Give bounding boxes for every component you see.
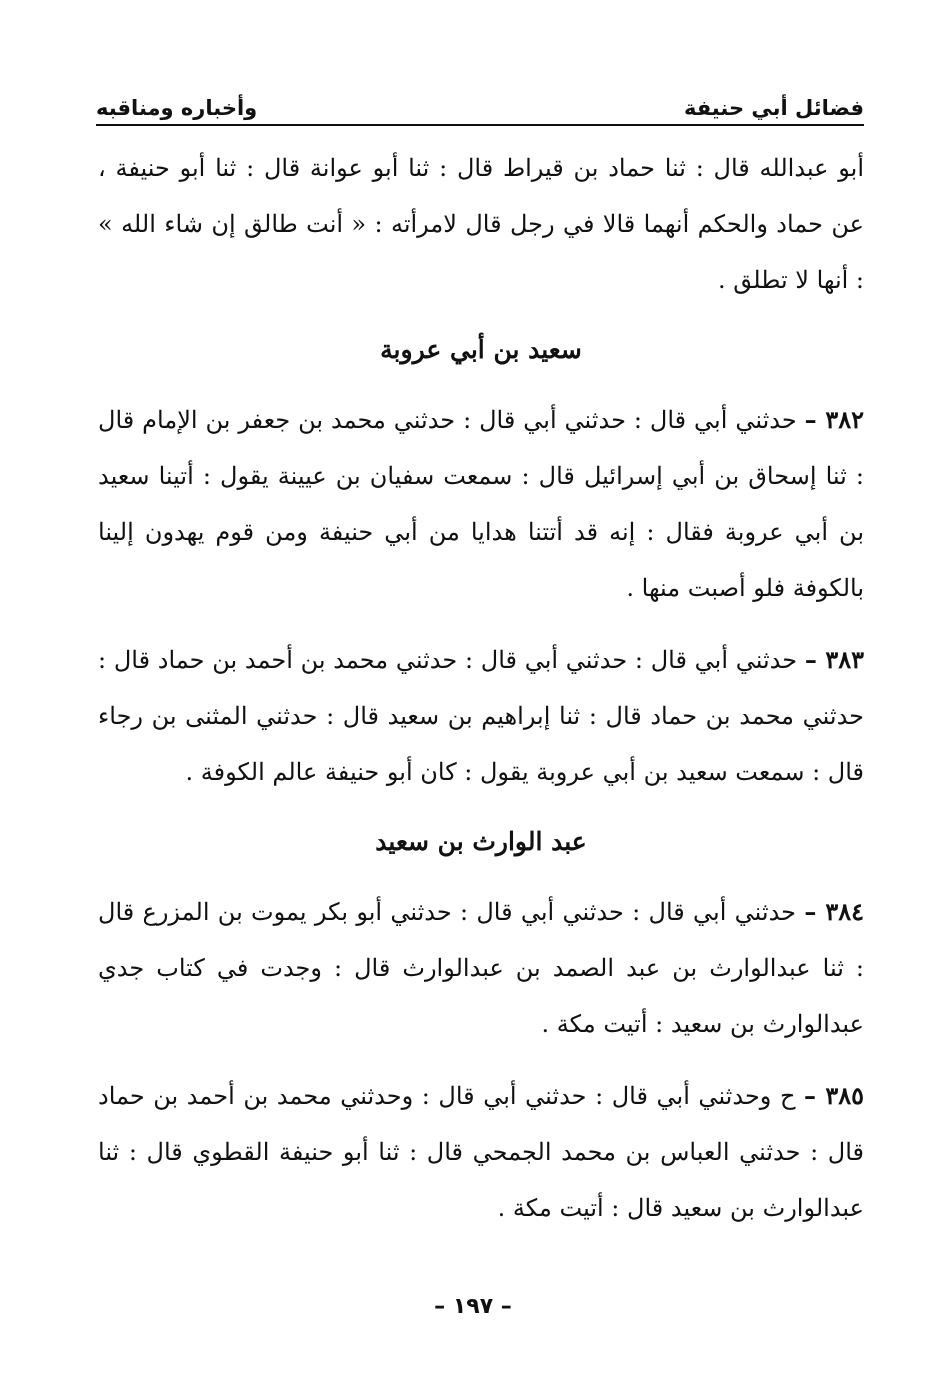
hadith-number: ٣٨٣ – — [804, 645, 864, 674]
paragraph-385 — [98, 1068, 864, 1236]
paragraph-text: حدثني أبي قال : حدثني أبي قال : حدثني محمد بن أحمد بن حماد قال : حدثني محمد بن حماد قال : ثنا إبراهيم بن سعيد قال : حدثني المثنى بن رجاء قال : سمعت سعيد بن أبي عروبة يقول : كان أبو حنيفة عالم الكوفة . — [98, 646, 864, 786]
paragraph-text: ح وحدثني أبي قال : حدثني أبي قال : وحدثني محمد بن أحمد بن حماد قال : حدثني العباس بن محمد الجمحي قال : ثنا أبو حنيفة القطوي قال : ثنا عبدالوارث بن سعيد قال : أتيت مكة . — [98, 1082, 864, 1222]
header-rule — [96, 124, 864, 126]
paragraph-text: أبو عبدالله قال : ثنا حماد بن قيراط قال : ثنا أبو عوانة قال : ثنا أبو حنيفة ، عن حماد والحكم أنهما قالا في رجل قال لامرأته : « أنت طالق إن شاء الله » : أنها لا تطلق . — [98, 154, 864, 294]
section-heading: سعيد بن أبي عروبة — [380, 335, 582, 364]
running-header-book-title: فضائل أبي حنيفة — [683, 96, 864, 120]
section-heading: عبد الوارث بن سعيد — [375, 827, 587, 856]
paragraph-continued — [98, 140, 864, 308]
hadith-number: ٣٨٥ – — [804, 1081, 864, 1110]
paragraph-text: حدثني أبي قال : حدثني أبي قال : حدثني أبو بكر يموت بن المزرع قال : ثنا عبدالوارث بن عبد الصمد بن عبدالوارث قال : وجدت في كتاب جدي عبدالوارث بن سعيد : أتيت مكة . — [98, 898, 865, 1038]
running-header-subtitle: وأخباره ومناقبه — [96, 96, 258, 120]
paragraph-383 — [98, 632, 864, 800]
paragraph-382 — [98, 392, 864, 616]
page-body — [98, 140, 864, 1236]
paragraph-text: حدثني أبي قال : حدثني أبي قال : حدثني محمد بن جعفر بن الإمام قال : ثنا إسحاق بن أبي إسرائيل قال : سمعت سفيان بن عيينة يقول : أتينا سعيد بن أبي عروبة فقال : إنه قد أتتنا هدايا من أبي حنيفة ومن قوم يهدون إلينا بالكوفة فلو أصبت منها . — [98, 406, 864, 602]
paragraph-384 — [98, 884, 864, 1052]
hadith-number: ٣٨٢ – — [804, 405, 864, 434]
hadith-number: ٣٨٤ – — [804, 897, 864, 926]
page-number: – ١٩٧ – — [434, 1294, 512, 1319]
running-header — [96, 84, 864, 120]
